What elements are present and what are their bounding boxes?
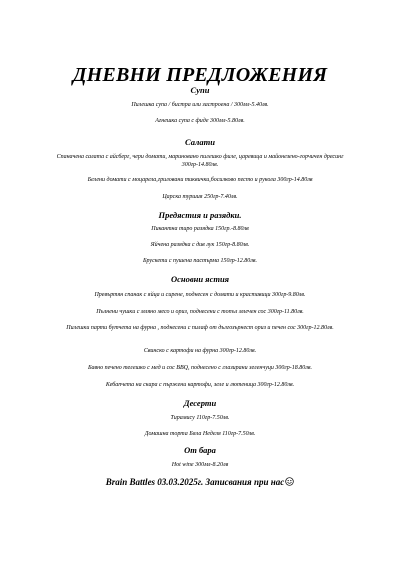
menu-item: Свинско с картофи на фурна 300гр-12.80лв.	[143, 348, 257, 354]
section-heading-soups: Супи	[190, 85, 210, 95]
menu-item: Бавно печено телешко с мед и сос BBQ, поднесено с глазирани зеленчуци 300гр-18.80лв.	[88, 365, 312, 371]
section-heading-appetizers: Предястия и разядки.	[158, 210, 242, 220]
event-text: Brain Battles 03.03.2025г. Записвания при нас	[105, 477, 285, 487]
menu-item: Пилешки парти бутчета на фурна , поднесени с пилаф от дългозърнест ориз и печен сос 300гр-12.80лв.	[66, 325, 334, 331]
section-heading-bar: От бара	[184, 445, 216, 455]
menu-item: Спаначена салата с айсберг, чери домати, мариновано пилешко филе, царевица и майонезено-горчичен дресинг 300гр-14.80лв.	[56, 154, 344, 168]
menu-item: Пилешка супа / бистра или застроена / 300мл-5.40лв.	[131, 102, 269, 108]
menu-item: Кебапчета на скара с пържени картофи, зеле и лютеница 300гр-12.80лв.	[105, 382, 295, 388]
menu-item: Пикантна тиро разядка 150гр.-8.80лв	[151, 226, 249, 232]
menu-item: Брускети с пушена пастърма 150гр-12.80лв.	[142, 258, 258, 264]
menu-item: Домашна торта Бяла Неделя 110гр-7.50лв.	[144, 431, 256, 437]
menu-item: Тирамису 110гр-7.50лв.	[170, 415, 230, 421]
page-title: ДНЕВНИ ПРЕДЛОЖЕНИЯ	[72, 64, 328, 86]
smiley-face-icon	[285, 477, 294, 486]
menu-item: Hot wine 300мл-8.20лв	[171, 462, 229, 468]
menu-item: Яйчена разядка с див лук 150гр-8.80лв.	[150, 242, 250, 248]
section-heading-salads: Салати	[185, 137, 215, 147]
section-heading-main-dishes: Основни ястия	[170, 274, 230, 284]
menu-item: Превъртян спанак с яйца и сирене, поднесен с домати и краставици 300гр-9.80лв.	[94, 292, 306, 298]
menu-item: Царска туршия 250гр-7.40лв.	[162, 194, 238, 200]
menu-item: Белени домати с моцарела,гриловани тиквички,босилково песто и рукола 300гр-14.80лв	[87, 177, 313, 183]
menu-item: Агнешка супа с фиде 300мл-5.80лв.	[155, 118, 245, 124]
menu-item: Пълнени чушки с мляно месо и ориз, поднесени с топъл млечен сос 300гр-11.80лв.	[96, 309, 304, 315]
section-heading-desserts: Десерти	[183, 398, 217, 408]
event-announcement	[0, 477, 400, 487]
